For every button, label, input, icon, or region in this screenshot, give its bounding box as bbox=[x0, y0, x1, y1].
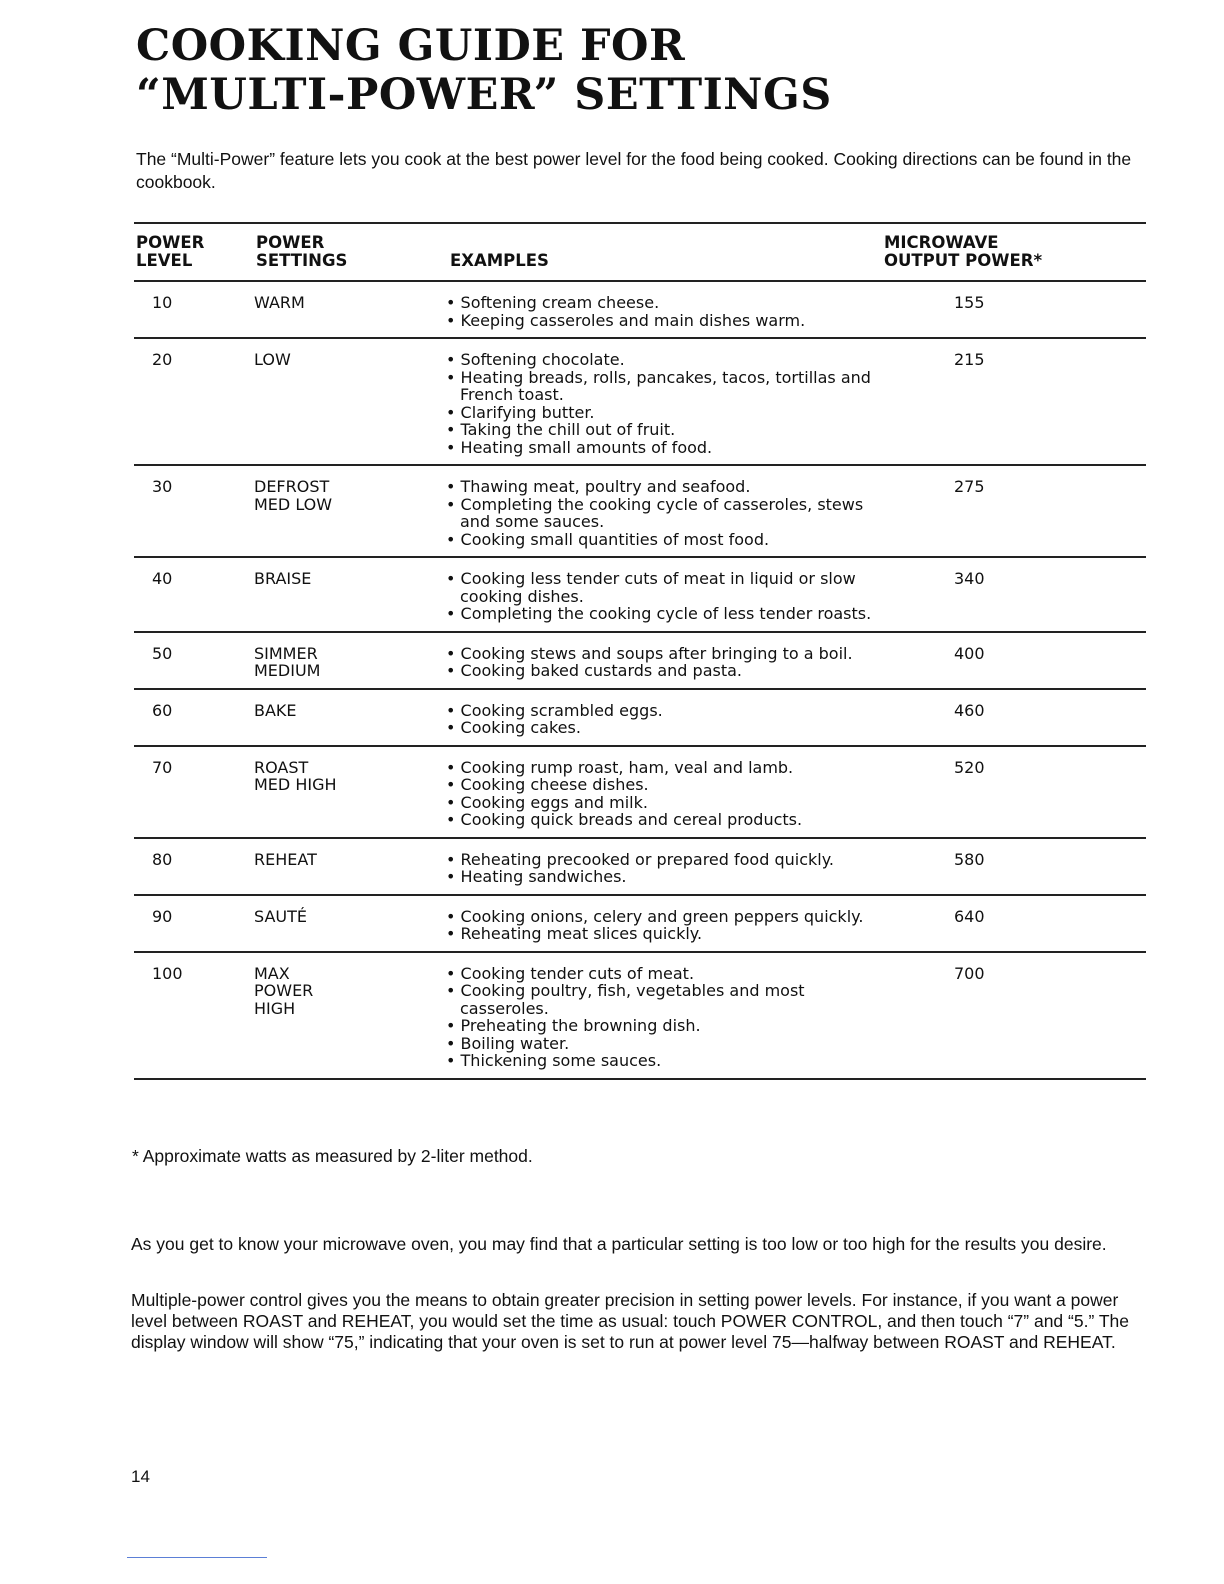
power-setting-name: MED HIGH bbox=[254, 775, 337, 794]
power-setting-name: REHEAT bbox=[254, 849, 317, 869]
table-header bbox=[134, 224, 1146, 282]
example-item: • Boiling water. bbox=[446, 1035, 886, 1053]
examples-list bbox=[134, 747, 886, 837]
example-item: • Cooking scrambled eggs. bbox=[446, 702, 886, 720]
power-setting-name: DEFROST bbox=[254, 477, 330, 496]
example-item: • Cooking rump roast, ham, veal and lamb. bbox=[446, 759, 886, 777]
power-setting-name: HIGH bbox=[254, 998, 296, 1018]
table-row bbox=[134, 282, 1146, 339]
example-item: • Heating breads, rolls, pancakes, tacos, tortillas and French toast. bbox=[446, 369, 886, 404]
output-power-cell: 460 bbox=[954, 700, 985, 720]
power-setting-name: BAKE bbox=[254, 700, 297, 720]
power-level-cell: 50 bbox=[152, 643, 173, 663]
table-row bbox=[134, 839, 1146, 896]
power-setting-cell bbox=[254, 908, 307, 926]
power-setting-cell bbox=[254, 645, 320, 680]
power-setting-name: SAUTÉ bbox=[254, 906, 307, 926]
power-setting-cell bbox=[254, 702, 297, 720]
output-power-cell: 640 bbox=[954, 906, 985, 926]
power-setting-name: LOW bbox=[254, 350, 291, 369]
example-item: • Clarifying butter. bbox=[446, 404, 886, 422]
table-row bbox=[134, 633, 1146, 690]
power-level-cell: 30 bbox=[152, 477, 173, 496]
intro-paragraph: The “Multi-Power” feature lets you cook at the best power level for the food being cooked. Cooking directions can be found in the cookbook. bbox=[136, 149, 1132, 192]
examples-list bbox=[134, 339, 886, 464]
example-item: • Cooking less tender cuts of meat in liquid or slow cooking dishes. bbox=[446, 570, 886, 605]
power-level-cell: 10 bbox=[152, 293, 173, 312]
title-line-2: “MULTI-POWER” SETTINGS bbox=[136, 70, 832, 120]
output-power-cell: 700 bbox=[954, 963, 985, 983]
example-item: • Taking the chill out of fruit. bbox=[446, 421, 886, 439]
example-item: • Cooking poultry, fish, vegetables and most casseroles. bbox=[446, 982, 886, 1017]
power-setting-cell bbox=[254, 851, 317, 869]
table-row bbox=[134, 466, 1146, 558]
power-setting-name: BRAISE bbox=[254, 569, 312, 588]
example-item: • Cooking stews and soups after bringing to a boil. bbox=[446, 645, 886, 663]
power-setting-name: WARM bbox=[254, 293, 305, 312]
power-setting-cell bbox=[254, 351, 291, 369]
power-setting-name: MAX bbox=[254, 963, 290, 983]
output-power-cell: 340 bbox=[954, 569, 985, 588]
example-item: • Thickening some sauces. bbox=[446, 1052, 886, 1070]
header-examples: EXAMPLES bbox=[450, 251, 549, 270]
example-item: • Cooking baked custards and pasta. bbox=[446, 662, 886, 680]
output-power-cell: 400 bbox=[954, 643, 985, 663]
header-power-level: POWER LEVEL bbox=[136, 233, 205, 270]
power-level-cell: 70 bbox=[152, 757, 173, 777]
paragraph-settings-note: As you get to know your microwave oven, you may find that a particular setting is too low or too high for the results you desire. bbox=[131, 1234, 1107, 1254]
page-number: 14 bbox=[131, 1467, 150, 1486]
example-item: • Reheating precooked or prepared food quickly. bbox=[446, 851, 886, 869]
example-item: • Cooking eggs and milk. bbox=[446, 794, 886, 812]
example-item: • Preheating the browning dish. bbox=[446, 1017, 886, 1035]
example-item: • Cooking small quantities of most food. bbox=[446, 531, 886, 549]
output-power-cell: 215 bbox=[954, 350, 985, 369]
power-setting-cell bbox=[254, 965, 313, 1018]
power-setting-cell bbox=[254, 570, 311, 588]
example-item: • Heating small amounts of food. bbox=[446, 439, 886, 457]
power-setting-name: MEDIUM bbox=[254, 661, 321, 680]
power-level-cell: 90 bbox=[152, 906, 173, 926]
example-item: • Cooking tender cuts of meat. bbox=[446, 965, 886, 983]
power-setting-name: POWER bbox=[254, 981, 314, 1000]
power-setting-cell bbox=[254, 478, 332, 513]
footnote: * Approximate watts as measured by 2-liter method. bbox=[132, 1146, 533, 1166]
power-setting-name: ROAST bbox=[254, 757, 309, 777]
output-power-cell: 520 bbox=[954, 757, 985, 777]
power-setting-name: MED LOW bbox=[254, 494, 333, 514]
example-item: • Keeping casseroles and main dishes warm. bbox=[446, 312, 886, 330]
example-item: • Heating sandwiches. bbox=[446, 868, 886, 886]
examples-list bbox=[134, 282, 886, 337]
example-item: • Softening cream cheese. bbox=[446, 294, 886, 312]
examples-list bbox=[134, 839, 886, 894]
power-setting-cell bbox=[254, 759, 337, 794]
table-row bbox=[134, 558, 1146, 633]
power-level-cell: 100 bbox=[152, 963, 183, 983]
decorative-rule bbox=[127, 1557, 267, 1558]
examples-list bbox=[134, 896, 886, 951]
examples-list bbox=[134, 690, 886, 745]
output-power-cell: 275 bbox=[954, 477, 985, 496]
power-level-cell: 40 bbox=[152, 569, 173, 588]
power-setting-cell bbox=[254, 294, 305, 312]
header-power-settings: POWER SETTINGS bbox=[256, 233, 348, 270]
example-item: • Cooking cakes. bbox=[446, 719, 886, 737]
examples-list bbox=[134, 466, 886, 556]
page-title bbox=[136, 22, 832, 120]
table-row bbox=[134, 953, 1146, 1080]
example-item: • Reheating meat slices quickly. bbox=[446, 925, 886, 943]
table-body bbox=[134, 282, 1146, 1080]
example-item: • Cooking quick breads and cereal products. bbox=[446, 811, 886, 829]
header-output-power: MICROWAVE OUTPUT POWER* bbox=[884, 233, 1043, 270]
table-row bbox=[134, 339, 1146, 466]
title-line-1: COOKING GUIDE FOR bbox=[136, 21, 686, 71]
power-level-cell: 60 bbox=[152, 700, 173, 720]
examples-list bbox=[134, 633, 886, 688]
power-level-cell: 80 bbox=[152, 849, 173, 869]
example-item: • Cooking cheese dishes. bbox=[446, 776, 886, 794]
output-power-cell: 155 bbox=[954, 293, 985, 312]
example-item: • Thawing meat, poultry and seafood. bbox=[446, 478, 886, 496]
example-item: • Cooking onions, celery and green peppers quickly. bbox=[446, 908, 886, 926]
example-item: • Completing the cooking cycle of less tender roasts. bbox=[446, 605, 886, 623]
example-item: • Completing the cooking cycle of casseroles, stews and some sauces. bbox=[446, 496, 886, 531]
example-item: • Softening chocolate. bbox=[446, 351, 886, 369]
power-level-cell: 20 bbox=[152, 350, 173, 369]
power-setting-name: SIMMER bbox=[254, 643, 318, 663]
table-row bbox=[134, 690, 1146, 747]
table-row bbox=[134, 747, 1146, 839]
examples-list bbox=[134, 558, 886, 631]
output-power-cell: 580 bbox=[954, 849, 985, 869]
paragraph-multiple-power: Multiple-power control gives you the means to obtain greater precision in setting power levels. For instance, if you want a power level between ROAST and REHEAT, you would set the time as usual: touch POWER CONTROL, and then touch “7” and “5.” The display window will show “75,” indicating that your oven is set to run at power level 75—halfway between ROAST and REHEAT. bbox=[131, 1290, 1129, 1352]
power-settings-table bbox=[134, 222, 1146, 1080]
examples-list bbox=[134, 953, 886, 1078]
table-row bbox=[134, 896, 1146, 953]
